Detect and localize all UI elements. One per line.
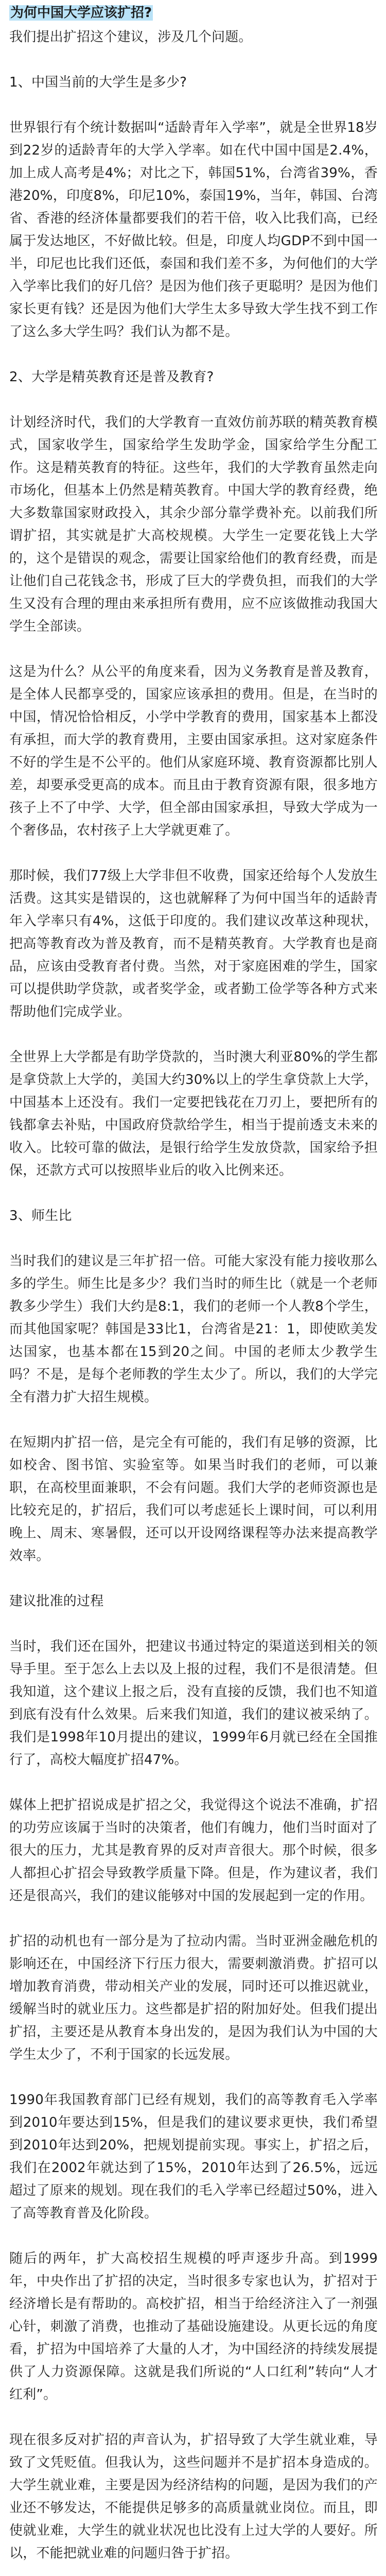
body-paragraph: 那时候，我们77级上大学非但不收费，国家还给每个人发放生活费。这其实是错误的，这也就解释了为何中国当年的适龄青年入学率只有4%，这低于印度的。我们建议改革这种现状，把高等教育改为普及教育，而不是精英教育。大学教育也是商品，应该由受教育者付费。当然，对于家庭困难的学生，国家可以提供助学贷款，或者奖学金，或者勤工俭学等各种方式来帮助他们完成学业。 [9, 868, 378, 1020]
body-paragraph: 计划经济时代，我们的大学教育一直效仿前苏联的精英教育模式，国家收学生，国家给学生发助学金，国家给学生分配工作。这是精英教育的特征。这些年，我们的大学教育虽然走向市场化，但基本上仍然是精英教育。中国大学的教育经费，绝大多数靠国家财政投入，其余少部分靠学费补充。以前我们所谓扩招，其实就是扩大高校规模。大学生一定要花钱上大学的，这个是错误的观念，需要让国家给他们的教育经费，而是让他们自己花钱念书，形成了巨大的学费负担，而我们的大学生又没有合理的理由来承担所有费用，应不应该做推动我国大学生全部读。 [9, 415, 378, 634]
section-heading: 2、大学是精英教育还是普及教育? [9, 369, 214, 385]
section-heading: 1、中国当前的大学生是多少? [9, 75, 187, 90]
body-paragraph: 随后的两年，扩大高校招生规模的呼声逐步升高。到1999年，中央作出了扩招的决定，当时很多专家也认为，扩招对于经济增长是有帮助的。高校扩招，相当于给经济注入了一剂强心针，刺激了消费，也推动了基础设施建设。从更长远的角度看，扩招为中国培养了大量的人才，为中国经济的持续发展提供了人力资源保障。这就是我们所说的“人口红利”转向“人才红利”。 [9, 2251, 378, 2402]
body-paragraph: 当时我们的建议是三年扩招一倍。可能大家没有能力接收那么多的学生。师生比是多少？我们当时的师生比（就是一个老师教多少学生）我们大约是8:1，我们的老师一个人教8个学生，而其他国家呢？韩国是33比1，台湾省是21：1，即使欧美发达国家，也基本都在15到20之间。中国的老师太少教学生吗？不是，是每个老师教的学生太少了。所以，我们的大学完全有潜力扩大招生规模。 [9, 1253, 378, 1405]
body-paragraph: 这是为什么？从公平的角度来看，因为义务教育是普及教育，是全体人民都享受的，国家应该承担的费用。但是，在当时的中国，情况恰恰相反，小学中学教育的费用，国家基本上都没有承担，而大学的教育费用，主要由国家承担。这对家庭条件不好的学生是不公平的。他们从家庭环境、教育资源都比别人差，却要承受更高的成本。而且由于教育资源有限，很多地方孩子上不了中学、大学，但全部由国家承担，导致大学成为一个奢侈品，农村孩子上大学就更难了。 [9, 664, 378, 838]
body-paragraph: 在短期内扩招一倍，是完全有可能的，我们有足够的资源，比如校舍、图书馆、实验室等。如果当时我们的老师，可以兼职，在高校里面兼职，不会有问题。我们大学的老师资源也是比较充足的，扩招后，我们可以考虑延长上课时间，可以利用晚上、周末、寒暑假，还可以开设网络课程等办法来提高教学效率。 [9, 1435, 378, 1564]
body-paragraph: 1990年我国教育部门已经有规划，我们的高等教育毛入学率到2010年要达到15%，但是我们的建议要求更快，我们希望到2010年达到20%，把规划提前实现。事实上，扩招之后，我们在2002年就达到了15%，2010年达到了26.5%，远远超过了原来的规划。现在我们的毛入学率已经超过50%，进入了高等教育普及化阶段。 [9, 2092, 378, 2221]
body-paragraph: 全世界上大学都是有助学贷款的，当时澳大利亚80%的学生都是拿贷款上大学的，美国大约30%以上的学生拿贷款上大学，中国基本上还没有。我们一定要把钱花在刀刃上，要把所有的钱都拿去补贴，中国政府贷款给学生，相当于提前透支未来的收入。比较可靠的做法，是银行给学生发放贷款，国家给予担保，还款方式可以按照毕业后的收入比例来还。 [9, 1049, 378, 1178]
body-paragraph: 扩招的动机也有一部分是为了拉动内需。当时亚洲金融危机的影响还在，中国经济下行压力很大，需要刺激消费。扩招可以增加教育消费，带动相关产业的发展，同时还可以推迟就业，缓解当时的就业压力。这些都是扩招的附加好处。但我们提出扩招，主要还是从教育本身出发的，是因为我们认为中国的大学生太少了，不利于国家的长远发展。 [9, 1934, 378, 2062]
section-heading: 建议批准的过程 [9, 1594, 104, 1609]
body-paragraph: 世界银行有个统计数据叫“适龄青年入学率”，就是全世界18岁到22岁的适龄青年的大学入学率。如在代中国中国是2.4%，加上成人高考是4%；对比之下，韩国51%，台湾省39%，香港20%，印度8%，印尼10%，泰国19%，当年，韩国、台湾省、香港的经济体量都要我们的若干倍，收入比我们高，已经属于发达地区，不好做比较。但是，印度人均GDP不到中国一半，印尼也比我们还低，泰国和我们差不多，为何他们的大学入学率比我们的好几倍？是因为他们孩子更聪明？是因为他们家长更有钱？还是因为他们大学生太多导致大学生找不到工作了这么多大学生吗？我们认为都不是。 [9, 120, 378, 340]
question-title-text: 为何中国大学应该扩招? [10, 5, 152, 21]
intro-paragraph: 我们提出扩招这个建议，涉及几个问题。 [9, 29, 252, 45]
question-title[interactable] [9, 3, 378, 23]
body-paragraph: 现在很多反对扩招的声音认为，扩招导致了大学生就业难，导致了文凭贬值。但我认为，这些问题并不是扩招本身造成的。大学生就业难，主要是因为经济结构的问题，是因为我们的产业还不够发达，不能提供足够多的高质量就业岗位。而且，即使就业难，大学生的就业状况也比没有上过大学的人要好。所以，不能把就业难的问题归咎于扩招。 [9, 2432, 378, 2561]
body-paragraph: 当时，我们还在国外，把建议书通过特定的渠道送到相关的领导手里。至于怎么上去以及上报的过程，我们不是很清楚。但我知道，这个建议上报之后，没有直接的反馈，我们也不知道到底有没有什么效果。后来我们知道，我们的建议被采纳了。我们是1998年10月提出的建议，1999年6月就已经在全国推行了，高校大幅度扩招47%。 [9, 1639, 378, 1768]
section-heading: 3、师生比 [9, 1208, 72, 1224]
body-paragraph: 媒体上把扩招说成是扩招之父，我觉得这个说法不准确，扩招的功劳应该属于当时的决策者，他们有魄力，他们当时面对了很大的压力，尤其是教育界的反对声音很大。那个时候，很多人都担心扩招会导致教学质量下降。但是，作为建议者，我们还是很高兴，我们的建议能够对中国的发展起到一定的作用。 [9, 1798, 378, 1904]
answer-body [9, 26, 378, 2576]
